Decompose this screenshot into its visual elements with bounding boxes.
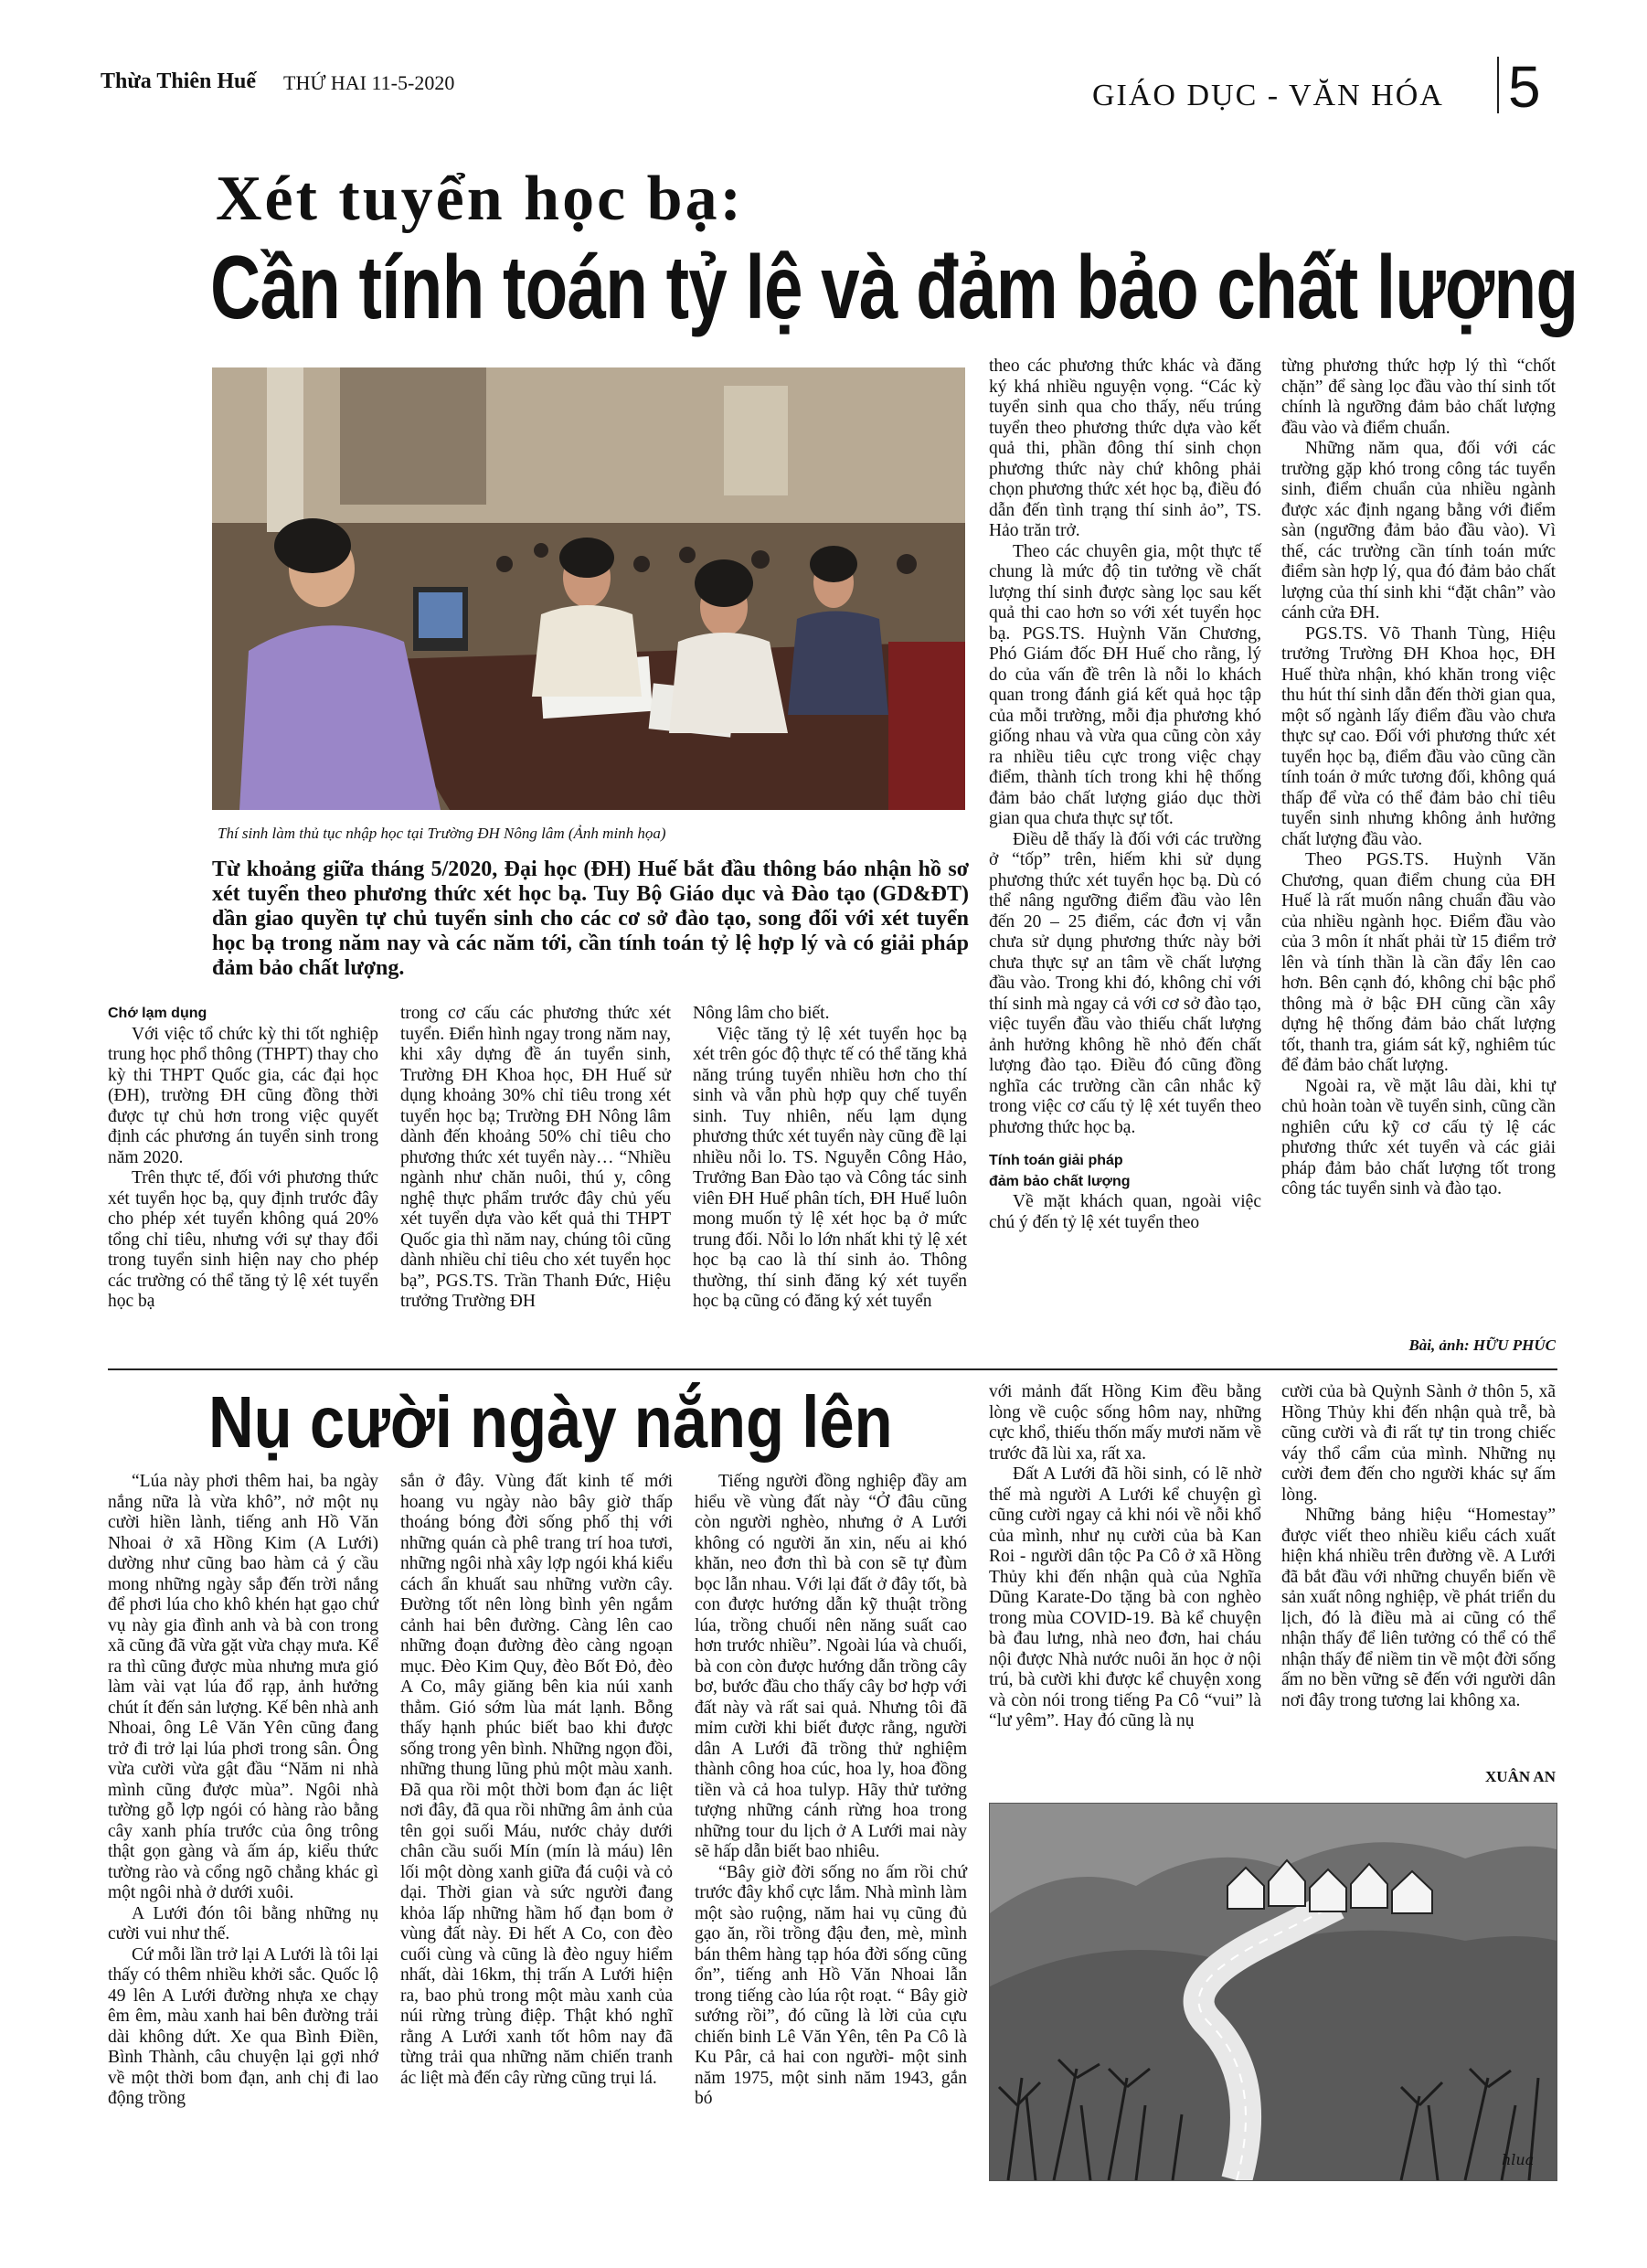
village-drawing — [989, 1803, 1557, 2181]
paragraph: cười của bà Quỳnh Sành ở thôn 5, xã Hồng Thủy khi đến nhận quà trễ, bà cũng cười và đi rất tự tin trong chiếc váy thổ cẩm của mình. Những nụ cười đem đến cho người khác sự ấm lòng. — [1281, 1382, 1556, 1505]
paragraph: “Lúa này phơi thêm hai, ba ngày nắng nữa là vừa khô”, nở một nụ cười hiền lành, tiếng anh Hồ Văn Nhoai ở xã Hồng Kim (A Lưới) dường như cũng bao hàm cả ý cầu mong những ngày sắp đến trời nắng để phơi lúa cho khô khén hạt gạo chứ vụ này gia đình anh và bà con trong xã cũng đã vừa gặt vừa chạy mưa. Kể ra thì cũng được mùa nhưng mưa gió làm vài vạt lúa đổ rạp, ảnh hưởng chút ít đến sản lượng. Kế bên nhà anh Nhoai, ông Lê Văn Yên cũng đang trở đi trở lại lúa phơi trong sân. Ông vừa cười vừa gật đầu “Năm ni nhà mình cũng được mùa”. Ngôi nhà tường gỗ lợp ngói có hàng rào bằng cây xanh phía trước của ông trông thật gọn gàng và ấm áp, kiểu thức tường rào và cổng ngõ chẳng khác gì một ngôi nhà ở dưới xuôi. — [108, 1472, 378, 1902]
article1-byline: Bài, ảnh: HỮU PHÚC — [1408, 1336, 1556, 1354]
photo-illustration — [212, 367, 965, 810]
paragraph: Những năm qua, đối với các trường gặp khó trong công tác tuyển sinh, điểm chuẩn của nhiều ngành được xác định ngang bằng với điểm sàn (ngưỡng đảm bảo đầu vào). Vì thế, các trường cần tính toán mức điểm sàn hợp lý, qua đó đảm bảo chất lượng của thí sinh khi “đặt chân” vào cánh cửa ĐH. — [1281, 439, 1556, 623]
article2-column-1 — [108, 1472, 378, 2110]
paragraph: PGS.TS. Võ Thanh Tùng, Hiệu trưởng Trường ĐH Khoa học, ĐH Huế thừa nhận, khó khăn trong việc thu hút thí sinh dẫn đến thời gian qua, một số ngành lấy điểm đầu vào chưa thực sự cao. Đối với phương thức xét tuyển học bạ, điểm đầu vào cũng cần tính toán ở mức tương đối, không quá thấp để vừa có thể đảm bảo chỉ tiêu tuyển sinh nhưng không ảnh hưởng chất lượng đầu vào. — [1281, 623, 1556, 849]
article1-column-5 — [1281, 357, 1556, 1200]
drawing-illustration — [990, 1804, 1557, 2180]
paragraph: “Bây giờ đời sống no ấm rồi chứ trước đây khổ cực lắm. Nhà mình làm một sào ruộng, năm hai vụ cũng đủ gạo ăn, rồi trồng đậu đen, mè, mình bán thêm hàng tạp hóa đời sống cũng ổn”, tiếng anh Hồ Văn Nhoai lẫn trong tiếng cào lúa rột roạt. “ Bây giờ sướng rồi”, đó cũng là lời của cựu chiến binh Lê Văn Yên, tên Pa Cô là Ku Pâr, cả hai con người- một sinh năm 1975, một sinh năm 1943, gắn bó — [695, 1862, 967, 2108]
article1-column-1 — [108, 1004, 378, 1313]
article-kicker: Xét tuyển học bạ: — [216, 164, 744, 234]
drawing-signature: hlua — [1502, 2151, 1535, 2168]
article2-byline: XUÂN AN — [1485, 1768, 1556, 1785]
paragraph: Theo PGS.TS. Huỳnh Văn Chương, quan điểm chung của ĐH Huế là rất muốn nâng chuẩn đầu vào của nhiều ngành học. Điểm đầu vào của 3 môn ít nhất phải từ 15 điểm trở lên và tính thần là cần đẩy lên cao hơn. Bên cạnh đó, không chỉ bậc phổ thông mà ở bậc ĐH cũng cần xây dựng hệ thống đảm bảo chất lượng tốt, thanh tra, giám sát kỹ, nghiêm túc để đảm bảo chất lượng. — [1281, 850, 1556, 1075]
photo-caption: Thí sinh làm thủ tục nhập học tại Trường ĐH Nông lâm (Ảnh minh họa) — [218, 825, 666, 842]
article2-column-4 — [989, 1382, 1261, 1732]
paragraph: Theo các chuyên gia, một thực tế chung là mức độ tin tưởng về chất lượng thí sinh được sàng lọc sau kết quả thi cao hơn so với xét tuyển học bạ. PGS.TS. Huỳnh Văn Chương, Phó Giám đốc ĐH Huế cho rằng, lý do của vấn đề trên là nỗi lo khách quan trong đánh giá kết quả học tập của mỗi trường, mỗi địa phương khó giống nhau và vừa qua cũng còn xảy ra nhiều tiêu cực trong việc chạy điểm, thành tích trong khi hệ thống đảm bảo chất lượng giáo dục thời gian qua chưa thực sự tốt. — [989, 541, 1261, 828]
article2-column-2 — [400, 1472, 673, 2089]
subheading-2b: đảm bảo chất lượng — [989, 1173, 1131, 1189]
article1-column-3 — [693, 1004, 967, 1313]
article-divider — [108, 1368, 1557, 1370]
paragraph: Những bảng hiệu “Homestay” được viết theo nhiều kiểu cách xuất hiện khá nhiều trên đường về. A Lưới đã bắt đầu với những chuyển biến về sản xuất nông nghiệp, về phát triển du lịch, đó là điều mà ai cũng có thể nhận thấy để liên tưởng có thể có thể nhận thấy để niềm tin về một đời sống ấm no bền vững sẽ đến với người dân nơi đây trong tương lai không xa. — [1281, 1506, 1556, 1710]
page-number: 5 — [1508, 54, 1541, 120]
paragraph: Ngoài ra, về mặt lâu dài, khi tự chủ hoàn toàn về tuyển sinh, cũng cần nghiên cứu kỹ cơ cấu tỷ lệ các phương thức xét tuyển và các giải pháp đảm bảo chất lượng tốt trong công tác tuyển sinh và đào tạo. — [1281, 1076, 1556, 1198]
paragraph: với mảnh đất Hồng Kim đều bằng lòng về cuộc sống hôm nay, những cực khổ, thiếu thốn mấy mươi năm về trước đã lùi xa, rất xa. — [989, 1382, 1261, 1464]
paragraph: Việc tăng tỷ lệ xét tuyển học bạ xét trên góc độ thực tế có thể tăng khả năng trúng tuyển nhiều hơn cho thí sinh và vẫn phù hợp quy chế tuyển sinh. Tuy nhiên, nếu lạm dụng phương thức xét tuyển này cũng đề lại nhiều nỗi lo. TS. Nguyễn Công Hảo, Trưởng Ban Đào tạo và Công tác sinh viên ĐH Huế phân tích, ĐH Huế luôn mong muốn tỷ lệ xét học bạ ở mức trung đối. Nỗi lo lớn nhất khi tỷ lệ xét học bạ cao là thí sinh ảo. Thông thường, thí sinh đăng ký xét tuyển học bạ cũng có đăng ký xét tuyển — [693, 1024, 967, 1311]
paragraph: theo các phương thức khác và đăng ký khá nhiều nguyện vọng. “Các kỳ tuyển sinh qua cho thấy, nếu trúng tuyển theo phương thức dựa vào kết quả thi, phần đông thí sinh chọn phương thức này chứ không phải chọn phương thức xét học bạ, điều đó dẫn đến tình trạng thí sinh ảo”, TS. Hảo trăn trở. — [989, 357, 1261, 540]
article1-column-4 — [989, 357, 1261, 1233]
paragraph: A Lưới đón tôi bằng những nụ cười vui như thế. — [108, 1903, 378, 1943]
article-photo — [212, 367, 965, 810]
issue-date: THỨ HAI 11-5-2020 — [283, 71, 455, 94]
paragraph: Trên thực tế, đối với phương thức xét tuyển học bạ, quy định trước đây cho phép xét tuyển không quá 20% tổng chỉ tiêu, nhưng với sự thay đổi trong tuyển sinh hiện nay cho phép các trường có thể tăng tỷ lệ xét tuyển học bạ — [108, 1168, 378, 1311]
newspaper-name: Thừa Thiên Huế — [101, 69, 257, 93]
paragraph: Điều dễ thấy là đối với các trường ở “tốp” trên, hiếm khi sử dụng phương thức xét tuyển học bạ. Dù có thể nâng ngưỡng điểm đầu vào lên đến 20 – 25 điểm, các đơn vị vẫn chưa sử dụng phương thức này bởi chưa thực sự an tâm về chất lượng đầu vào. Trong khi đó, không chỉ với thí sinh mà ngay cả với cơ sở đào tạo, việc tuyển đầu vào thiếu chất lượng ảnh hưởng không hề nhỏ đến chất lượng đào tạo. Điều đó cũng đồng nghĩa các trường cần cân nhắc kỹ trong việc cơ cấu tỷ lệ xét tuyển theo phương thức học bạ. — [989, 829, 1261, 1137]
paragraph: sắn ở đây. Vùng đất kinh tế mới hoang vu ngày nào bây giờ thấp thoáng bóng đời sống phố thị với những quán cà phê trang trí hoa tươi, những ngôi nhà xây lợp ngói khá kiểu cách ẩn khuất sau những vườn cây. Đường tốt nên lòng bình yên ngắm cảnh hai bên đường. Càng lên cao những đoạn đường đèo càng ngoạn mục. Đèo Kim Quy, đèo Bốt Đỏ, đèo A Co, mây giăng bên kia núi xanh thẳm. Gió sớm lùa mát lạnh. Bỗng thấy hạnh phúc biết bao khi được sống trong yên bình. Những ngọn đồi, những thung lũng phủ một màu xanh. Đã qua rồi một thời bom đạn ác liệt nơi đây, đã qua rồi những âm ảnh của tên gọi suối Máu, nước chảy dưới chân cầu suối Mín (mín là máu) lên lối một dòng xanh giữa đá cuội và cỏ dại. Thời gian và sức người đang khỏa lấp những hầm hố đạn bom ở vùng đất này. Đi hết A Co, con đèo cuối cùng và cũng là đèo nguy hiểm nhất, dài 16km, thị trấn A Lưới hiện ra, bao phủ trong một màu xanh của núi rừng trùng điệp. Thật khó nghĩ rằng A Lưới xanh tốt hôm nay đã từng trải qua những năm chiến tranh ác liệt mà đến cây rừng cũng trụi lá. — [400, 1472, 673, 2088]
article2-headline: Nụ cười ngày nắng lên — [208, 1381, 893, 1463]
paragraph: từng phương thức hợp lý thì “chốt chặn” để sàng lọc đầu vào thí sinh tốt chính là ngưỡng đảm bảo chất lượng đầu vào và điểm chuẩn. — [1281, 357, 1556, 438]
article1-column-2 — [400, 1004, 671, 1313]
paragraph: Cứ mỗi lần trở lại A Lưới là tôi lại thấy có thêm nhiều khởi sắc. Quốc lộ 49 lên A Lưới đường nhựa xe chạy êm êm, màu xanh hai bên đường trải dài không dứt. Xe qua Bình Điền, Bình Thành, câu chuyện lại gợi nhớ về một thời bom đạn, anh chị đi lao động trồng — [108, 1944, 378, 2108]
paragraph: Nông lâm cho biết. — [693, 1004, 830, 1023]
masthead-divider — [1497, 57, 1499, 113]
subheading-1: Chớ lạm dụng — [108, 1006, 207, 1021]
article-lead: Từ khoảng giữa tháng 5/2020, Đại học (ĐH) Huế bắt đầu thông báo nhận hồ sơ xét tuyển theo phương thức xét học bạ. Tuy Bộ Giáo dục và Đào tạo (GD&ĐT) dần giao quyền tự chủ tuyển sinh cho các cơ sở đào tạo, song đối với xét tuyển học bạ trong năm nay và các năm tới, cần tính toán tỷ lệ hợp lý và có giải pháp đảm bảo chất lượng. — [212, 857, 969, 980]
article-headline: Cần tính toán tỷ lệ và đảm bảo chất lượng — [210, 237, 1578, 337]
article2-column-5 — [1281, 1382, 1556, 1711]
paragraph: Về mặt khách quan, ngoài việc chú ý đến tỷ lệ xét tuyển theo — [989, 1192, 1261, 1232]
paragraph: Tiếng người đồng nghiệp đầy am hiểu về vùng đất này “Ở đâu cũng còn người nghèo, nhưng ở A Lưới không có người ăn xin, nếu ai khó khăn, neo đơn thì bà con sẽ tự đùm bọc lẫn nhau. Với lại đất ở đây tốt, bà con được hướng dẫn kỹ thuật trồng lúa, trồng chuối nên năng suất cao hơn trước nhiều”. Ngoài lúa và chuối, bà con còn được hướng dẫn trồng cây bơ, bước đầu cho thấy cây bơ hợp với đất này và rất sai quả. Nhưng tôi đã mỉm cười khi biết được rằng, người dân A Lưới đã trồng thử nghiệm thành công hoa cúc, hoa ly, hoa đồng tiền và cả hoa tulyp. Hãy thử tưởng tượng những cánh rừng hoa trong những tour du lịch ở A Lưới mai này sẽ hấp dẫn biết bao nhiêu. — [695, 1472, 967, 1861]
section-name: GIÁO DỤC - VĂN HÓA — [1092, 79, 1444, 112]
paragraph: Với việc tổ chức kỳ thi tốt nghiệp trung học phổ thông (THPT) thay cho kỳ thi THPT Quốc gia, các đại học (ĐH), trường ĐH cũng đồng thời được tự chủ hơn trong việc quyết định các phương án tuyển sinh trong năm 2020. — [108, 1024, 378, 1167]
subheading-2a: Tính toán giải pháp — [989, 1153, 1123, 1168]
article2-column-3 — [695, 1472, 967, 2110]
paragraph: Đất A Lưới đã hồi sinh, có lẽ nhờ thế mà người A Lưới kể chuyện gì cũng cười ngay cả khi nói về nỗi khổ của mình, như nụ cười của bà Kan Roi - người dân tộc Pa Cô ở xã Hồng Thủy khi đến nhận quà của Nghĩa Dũng Karate-Do tặng bà con nghèo trong mùa COVID-19. Bà kể chuyện bà đau lưng, nhà neo đơn, hai cháu nội được Nhà nước nuôi ăn học ở nội trú, bà cười khi được kể chuyện xong và còn nói trong tiếng Pa Cô “vui” là “lư yêm”. Hay đó cũng là nụ — [989, 1464, 1261, 1730]
paragraph: trong cơ cấu các phương thức xét tuyển. Điển hình ngay trong năm nay, khi xây dựng đề án tuyển sinh, Trường ĐH Khoa học, ĐH Huế sử dụng khoảng 30% chỉ tiêu trong xét tuyển học bạ; Trường ĐH Nông lâm dành đến khoảng 50% chỉ tiêu cho phương thức xét tuyển này… “Nhiều ngành như chăn nuôi, thú y, công nghệ thực phẩm trước đây chủ yếu xét tuyển dựa vào kết quả thi THPT Quốc gia thì năm nay, chúng tôi cũng dành nhiều chỉ tiêu cho xét tuyển học bạ”, PGS.TS. Trần Thanh Đức, Hiệu trưởng Trường ĐH — [400, 1004, 671, 1311]
